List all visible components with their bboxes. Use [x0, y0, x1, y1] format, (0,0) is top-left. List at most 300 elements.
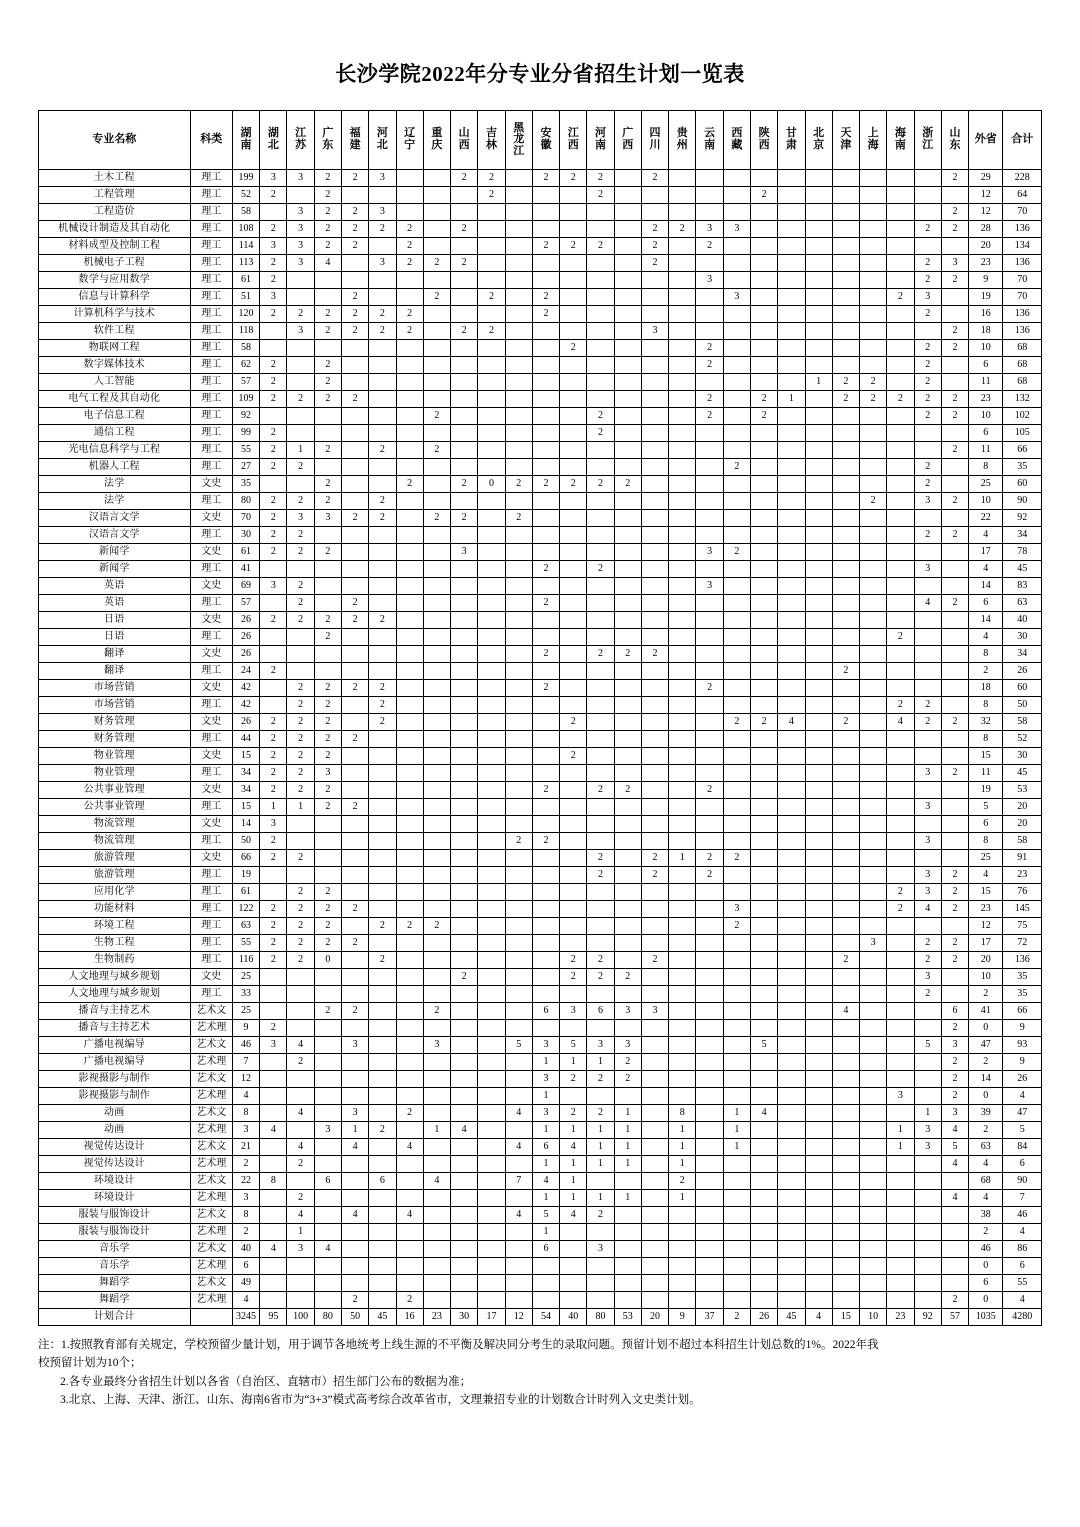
cell-subject-type: 文史: [190, 680, 232, 697]
cell-province-quota: 2: [341, 901, 368, 918]
cell-province-quota: [341, 1088, 368, 1105]
cell-major-name: 电子信息工程: [39, 408, 191, 425]
cell-total: 68: [1003, 374, 1042, 391]
cell-province-quota: [587, 255, 614, 272]
cell-province-quota: [478, 340, 505, 357]
cell-province-quota: 52: [232, 187, 259, 204]
cell-province-quota: [532, 1275, 559, 1292]
cell-province-quota: 2: [560, 952, 587, 969]
cell-province-quota: 1: [669, 1156, 696, 1173]
cell-province-quota: [478, 782, 505, 799]
cell-out-of-province: 11: [969, 765, 1003, 782]
cell-province-quota: [260, 1207, 287, 1224]
table-row: [39, 765, 1042, 782]
cell-province-quota: [805, 561, 832, 578]
cell-province-quota: [423, 476, 450, 493]
cell-province-quota: 2: [287, 918, 314, 935]
cell-province-quota: [750, 935, 777, 952]
cell-province-quota: [778, 935, 805, 952]
cell-province-quota: 2: [641, 867, 668, 884]
cell-province-quota: [451, 612, 478, 629]
cell-province-quota: [260, 680, 287, 697]
cell-province-quota: 2: [423, 255, 450, 272]
cell-total: 26: [1003, 663, 1042, 680]
cell-province-quota: [723, 1258, 750, 1275]
cell-province-quota: [423, 187, 450, 204]
cell-province-quota: 2: [287, 544, 314, 561]
cell-province-quota: [505, 697, 532, 714]
cell-province-quota: [805, 731, 832, 748]
cell-province-quota: [914, 578, 941, 595]
cell-province-quota: [887, 1037, 914, 1054]
cell-province-quota: 2: [260, 306, 287, 323]
cell-province-quota: [478, 204, 505, 221]
cell-province-quota: [778, 901, 805, 918]
cell-province-quota: [369, 544, 396, 561]
cell-province-quota: [314, 595, 341, 612]
cell-province-quota: [860, 306, 887, 323]
cell-totals-province: 26: [750, 1309, 777, 1326]
header-total: 合计: [1003, 111, 1042, 170]
cell-province-quota: 2: [941, 272, 968, 289]
cell-province-quota: 2: [287, 884, 314, 901]
cell-province-quota: [560, 918, 587, 935]
cell-province-quota: [505, 493, 532, 510]
cell-province-quota: [423, 731, 450, 748]
cell-province-quota: [832, 816, 859, 833]
cell-province-quota: [832, 578, 859, 595]
cell-subject-type: 理工: [190, 629, 232, 646]
cell-province-quota: [423, 816, 450, 833]
cell-province-quota: [778, 1258, 805, 1275]
cell-major-name: 日语: [39, 612, 191, 629]
cell-province-quota: [669, 323, 696, 340]
cell-province-quota: [887, 357, 914, 374]
cell-province-quota: 2: [287, 306, 314, 323]
cell-out-of-province: 2: [969, 1224, 1003, 1241]
cell-province-quota: [914, 646, 941, 663]
cell-province-quota: [314, 340, 341, 357]
header-province-jiangsu: 江苏: [287, 111, 314, 170]
cell-province-quota: 1: [587, 1156, 614, 1173]
cell-province-quota: 2: [314, 323, 341, 340]
cell-province-quota: [941, 748, 968, 765]
cell-province-quota: [778, 612, 805, 629]
cell-province-quota: [914, 1241, 941, 1258]
cell-province-quota: 4: [560, 1207, 587, 1224]
cell-out-of-province: 63: [969, 1139, 1003, 1156]
cell-province-quota: [451, 391, 478, 408]
cell-province-quota: [614, 170, 641, 187]
cell-province-quota: 2: [587, 782, 614, 799]
cell-province-quota: 2: [941, 714, 968, 731]
cell-province-quota: [341, 629, 368, 646]
cell-province-quota: [396, 408, 423, 425]
cell-province-quota: [669, 170, 696, 187]
cell-province-quota: 2: [314, 493, 341, 510]
cell-subject-type: 文史: [190, 782, 232, 799]
cell-province-quota: 2: [232, 1156, 259, 1173]
cell-province-quota: 2: [587, 969, 614, 986]
cell-subject-type: 理工: [190, 340, 232, 357]
cell-province-quota: [805, 357, 832, 374]
cell-province-quota: [832, 306, 859, 323]
cell-total: 76: [1003, 884, 1042, 901]
cell-province-quota: [314, 1207, 341, 1224]
cell-province-quota: [614, 510, 641, 527]
cell-total: 6: [1003, 1156, 1042, 1173]
cell-province-quota: [369, 867, 396, 884]
cell-province-quota: [587, 544, 614, 561]
cell-province-quota: [341, 884, 368, 901]
cell-province-quota: [778, 1241, 805, 1258]
cell-province-quota: [505, 731, 532, 748]
cell-province-quota: [860, 1292, 887, 1309]
cell-province-quota: 4: [532, 1173, 559, 1190]
cell-province-quota: [750, 476, 777, 493]
cell-province-quota: 2: [723, 850, 750, 867]
cell-province-quota: [587, 816, 614, 833]
cell-province-quota: 2: [369, 442, 396, 459]
header-province-yunnan: 云南: [696, 111, 723, 170]
cell-province-quota: [805, 850, 832, 867]
cell-province-quota: [505, 221, 532, 238]
cell-subject-type: 艺术文: [190, 1071, 232, 1088]
cell-province-quota: [750, 816, 777, 833]
cell-province-quota: [832, 442, 859, 459]
cell-province-quota: [669, 425, 696, 442]
cell-province-quota: [832, 510, 859, 527]
cell-province-quota: 2: [314, 782, 341, 799]
cell-province-quota: [478, 799, 505, 816]
cell-province-quota: [750, 833, 777, 850]
cell-province-quota: [860, 170, 887, 187]
cell-province-quota: 2: [914, 935, 941, 952]
cell-province-quota: [860, 289, 887, 306]
cell-province-quota: [560, 765, 587, 782]
cell-province-quota: [696, 476, 723, 493]
cell-province-quota: [750, 1020, 777, 1037]
cell-province-quota: [941, 850, 968, 867]
note-line-3: 3.北京、上海、天津、浙江、山东、海南6省市为“3+3”模式高考综合改革省市，文理兼招专业的计划数合计时列入文史类计划。: [60, 1394, 701, 1407]
cell-total: 136: [1003, 952, 1042, 969]
cell-province-quota: [832, 867, 859, 884]
cell-province-quota: 2: [260, 918, 287, 935]
cell-province-quota: [478, 1190, 505, 1207]
cell-out-of-province: 8: [969, 833, 1003, 850]
cell-province-quota: 4: [232, 1292, 259, 1309]
cell-province-quota: 49: [232, 1275, 259, 1292]
cell-out-of-province: 29: [969, 170, 1003, 187]
cell-province-quota: [887, 748, 914, 765]
cell-province-quota: [478, 221, 505, 238]
cell-totals-label: 计划合计: [39, 1309, 191, 1326]
cell-subject-type: 艺术文: [190, 1207, 232, 1224]
cell-province-quota: 2: [314, 629, 341, 646]
cell-province-quota: 21: [232, 1139, 259, 1156]
cell-province-quota: [750, 170, 777, 187]
cell-province-quota: [832, 1054, 859, 1071]
cell-province-quota: [314, 663, 341, 680]
cell-province-quota: [451, 1020, 478, 1037]
cell-province-quota: [778, 1224, 805, 1241]
cell-province-quota: [696, 1275, 723, 1292]
cell-province-quota: [887, 1224, 914, 1241]
cell-province-quota: [832, 1122, 859, 1139]
cell-province-quota: [669, 782, 696, 799]
cell-province-quota: [805, 255, 832, 272]
cell-province-quota: [750, 510, 777, 527]
cell-province-quota: [832, 1139, 859, 1156]
cell-total: 9: [1003, 1054, 1042, 1071]
cell-province-quota: [641, 731, 668, 748]
cell-province-quota: [287, 374, 314, 391]
cell-province-quota: [669, 901, 696, 918]
cell-province-quota: [860, 238, 887, 255]
table-row: [39, 714, 1042, 731]
cell-province-quota: 2: [341, 306, 368, 323]
cell-province-quota: [423, 952, 450, 969]
cell-province-quota: 2: [287, 1190, 314, 1207]
cell-province-quota: [832, 1224, 859, 1241]
cell-province-quota: [832, 187, 859, 204]
cell-subject-type: 理工: [190, 255, 232, 272]
cell-province-quota: 3: [260, 816, 287, 833]
cell-province-quota: [287, 1292, 314, 1309]
cell-province-quota: [887, 731, 914, 748]
cell-province-quota: [587, 442, 614, 459]
cell-province-quota: 1: [560, 1054, 587, 1071]
cell-major-name: 舞蹈学: [39, 1292, 191, 1309]
cell-total: 72: [1003, 935, 1042, 952]
cell-province-quota: [451, 935, 478, 952]
cell-out-of-province: 14: [969, 612, 1003, 629]
cell-province-quota: [532, 408, 559, 425]
cell-province-quota: [260, 1258, 287, 1275]
cell-province-quota: [887, 952, 914, 969]
cell-province-quota: [423, 204, 450, 221]
cell-province-quota: [369, 646, 396, 663]
cell-province-quota: [887, 1156, 914, 1173]
cell-province-quota: [341, 748, 368, 765]
cell-major-name: 物流管理: [39, 833, 191, 850]
cell-province-quota: [314, 816, 341, 833]
cell-province-quota: [451, 374, 478, 391]
cell-major-name: 工程造价: [39, 204, 191, 221]
cell-province-quota: [696, 1122, 723, 1139]
cell-major-name: 音乐学: [39, 1241, 191, 1258]
cell-province-quota: 122: [232, 901, 259, 918]
cell-province-quota: [478, 1122, 505, 1139]
cell-province-quota: 30: [232, 527, 259, 544]
cell-province-quota: [423, 459, 450, 476]
cell-province-quota: [560, 408, 587, 425]
cell-province-quota: [669, 612, 696, 629]
table-row: [39, 323, 1042, 340]
cell-province-quota: [478, 442, 505, 459]
cell-province-quota: 2: [314, 544, 341, 561]
cell-province-quota: 6: [232, 1258, 259, 1275]
cell-total: 45: [1003, 561, 1042, 578]
cell-province-quota: [750, 323, 777, 340]
cell-province-quota: 61: [232, 884, 259, 901]
cell-province-quota: [396, 935, 423, 952]
cell-province-quota: [423, 1054, 450, 1071]
cell-province-quota: [641, 561, 668, 578]
cell-province-quota: [560, 272, 587, 289]
cell-province-quota: [369, 459, 396, 476]
cell-province-quota: [750, 1241, 777, 1258]
cell-province-quota: [396, 969, 423, 986]
cell-province-quota: [805, 391, 832, 408]
cell-province-quota: 2: [260, 833, 287, 850]
cell-major-name: 电气工程及其自动化: [39, 391, 191, 408]
cell-province-quota: [614, 238, 641, 255]
cell-province-quota: [696, 289, 723, 306]
header-province-beijing: 北京: [805, 111, 832, 170]
cell-province-quota: 4: [287, 1207, 314, 1224]
cell-province-quota: 8: [232, 1105, 259, 1122]
table-row: [39, 1275, 1042, 1292]
cell-province-quota: [887, 1020, 914, 1037]
cell-province-quota: 3: [914, 884, 941, 901]
cell-province-quota: 80: [232, 493, 259, 510]
cell-province-quota: [341, 1020, 368, 1037]
cell-totals-province: 10: [860, 1309, 887, 1326]
cell-province-quota: [396, 1071, 423, 1088]
cell-province-quota: 2: [314, 187, 341, 204]
cell-province-quota: [750, 1173, 777, 1190]
cell-province-quota: 3: [260, 289, 287, 306]
cell-province-quota: [805, 1258, 832, 1275]
cell-province-quota: [396, 1020, 423, 1037]
cell-province-quota: [641, 1224, 668, 1241]
cell-province-quota: [396, 493, 423, 510]
cell-province-quota: 5: [941, 1139, 968, 1156]
cell-province-quota: [860, 833, 887, 850]
cell-province-quota: 1: [669, 850, 696, 867]
cell-province-quota: [423, 578, 450, 595]
cell-province-quota: 2: [341, 1292, 368, 1309]
cell-province-quota: [532, 969, 559, 986]
header-province-shaanxi: 陕西: [750, 111, 777, 170]
cell-province-quota: [369, 578, 396, 595]
cell-province-quota: [805, 527, 832, 544]
cell-province-quota: 1: [287, 1224, 314, 1241]
cell-subject-type: 理工: [190, 765, 232, 782]
cell-province-quota: 2: [232, 1224, 259, 1241]
header-out-of-province: 外省: [969, 111, 1003, 170]
cell-province-quota: 3: [314, 510, 341, 527]
cell-province-quota: [423, 1275, 450, 1292]
cell-province-quota: [560, 306, 587, 323]
cell-province-quota: 46: [232, 1037, 259, 1054]
cell-province-quota: [750, 374, 777, 391]
cell-province-quota: 4: [505, 1207, 532, 1224]
table-row: [39, 1207, 1042, 1224]
cell-out-of-province: 4: [969, 561, 1003, 578]
cell-province-quota: 42: [232, 697, 259, 714]
cell-province-quota: [560, 493, 587, 510]
cell-province-quota: 57: [232, 595, 259, 612]
cell-province-quota: [451, 1054, 478, 1071]
cell-province-quota: [341, 867, 368, 884]
cell-province-quota: [778, 578, 805, 595]
cell-province-quota: [614, 1275, 641, 1292]
cell-subject-type: 理工: [190, 493, 232, 510]
cell-province-quota: [478, 1139, 505, 1156]
table-row: [39, 1258, 1042, 1275]
cell-totals-province: 20: [641, 1309, 668, 1326]
cell-province-quota: [805, 816, 832, 833]
cell-province-quota: 3: [723, 901, 750, 918]
cell-province-quota: 2: [696, 680, 723, 697]
cell-totals-province: 92: [914, 1309, 941, 1326]
cell-province-quota: [778, 340, 805, 357]
cell-province-quota: [832, 969, 859, 986]
cell-province-quota: [560, 629, 587, 646]
cell-province-quota: [341, 408, 368, 425]
cell-province-quota: [505, 340, 532, 357]
cell-province-quota: [451, 1071, 478, 1088]
cell-province-quota: [341, 357, 368, 374]
cell-province-quota: [696, 1037, 723, 1054]
header-type: 科类: [190, 111, 232, 170]
cell-out-of-province: 25: [969, 850, 1003, 867]
cell-province-quota: [505, 561, 532, 578]
cell-province-quota: [587, 765, 614, 782]
cell-province-quota: [423, 799, 450, 816]
cell-province-quota: [832, 255, 859, 272]
cell-subject-type: 理工: [190, 306, 232, 323]
cell-province-quota: [478, 1258, 505, 1275]
cell-province-quota: [396, 561, 423, 578]
cell-province-quota: 4: [287, 1105, 314, 1122]
cell-province-quota: [451, 289, 478, 306]
cell-subject-type: 理工: [190, 663, 232, 680]
cell-major-name: 环境设计: [39, 1190, 191, 1207]
cell-province-quota: [587, 510, 614, 527]
cell-province-quota: [560, 1224, 587, 1241]
cell-province-quota: [941, 357, 968, 374]
cell-province-quota: [723, 1207, 750, 1224]
cell-province-quota: [750, 782, 777, 799]
cell-province-quota: [805, 459, 832, 476]
cell-province-quota: [941, 544, 968, 561]
cell-subject-type: 文史: [190, 850, 232, 867]
cell-province-quota: [451, 1258, 478, 1275]
cell-province-quota: 2: [532, 306, 559, 323]
cell-province-quota: [614, 1207, 641, 1224]
cell-province-quota: 2: [260, 901, 287, 918]
cell-province-quota: 4: [341, 1207, 368, 1224]
cell-province-quota: 4: [941, 1156, 968, 1173]
cell-province-quota: [696, 459, 723, 476]
cell-province-quota: [369, 425, 396, 442]
cell-province-quota: [778, 1003, 805, 1020]
cell-province-quota: [451, 306, 478, 323]
cell-province-quota: 2: [478, 289, 505, 306]
cell-province-quota: 2: [696, 238, 723, 255]
cell-province-quota: 4: [560, 1139, 587, 1156]
cell-province-quota: [860, 765, 887, 782]
cell-province-quota: [396, 527, 423, 544]
cell-province-quota: [478, 901, 505, 918]
cell-province-quota: [778, 1173, 805, 1190]
cell-province-quota: [587, 697, 614, 714]
cell-province-quota: [423, 544, 450, 561]
cell-province-quota: [423, 901, 450, 918]
